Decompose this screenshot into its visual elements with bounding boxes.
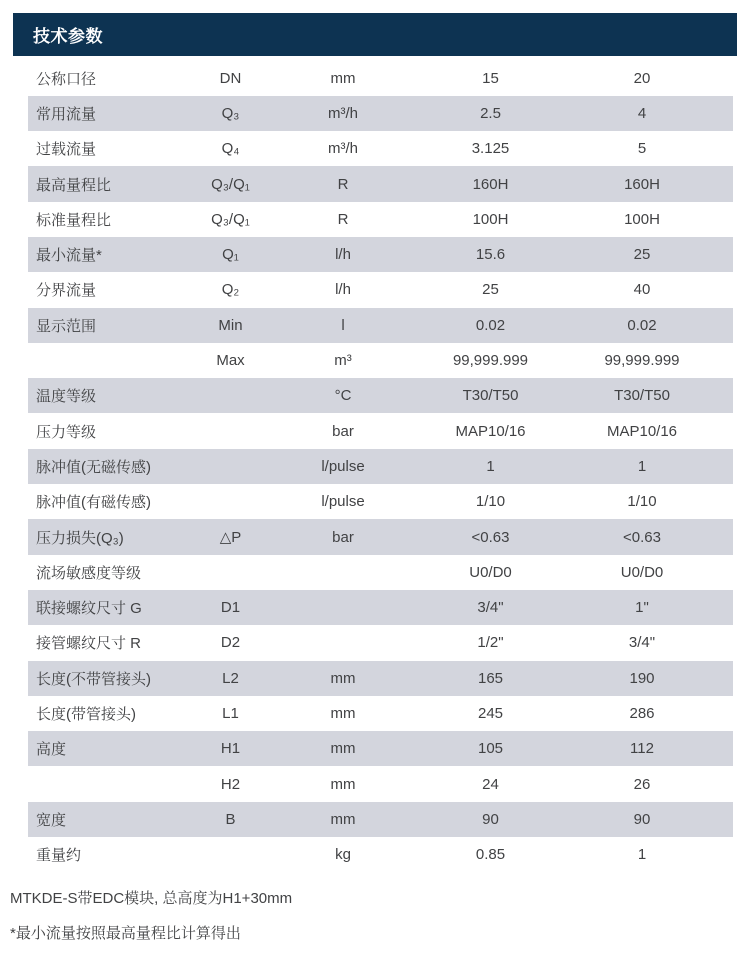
- dn15-value-cell: 90: [482, 810, 499, 828]
- dn15-value-cell: 105: [477, 740, 504, 758]
- table-row: [28, 590, 733, 625]
- symbol-cell: △P: [219, 529, 242, 546]
- dn15-value-cell: MAP10/16: [455, 422, 526, 440]
- dn20-value-cell: 286: [629, 704, 655, 722]
- unit-cell: l: [341, 316, 345, 334]
- footnotes: [10, 880, 754, 950]
- param-name-cell: 温度等级: [36, 388, 97, 406]
- param-name-cell: 脉冲值(有磁传感): [36, 494, 151, 512]
- dn20-value-cell: 40: [633, 281, 651, 299]
- dn15-value-cell: <0.63: [471, 528, 510, 546]
- unit-cell: R: [337, 175, 349, 193]
- unit-cell: l/pulse: [321, 493, 365, 511]
- dn20-value-cell: 190: [629, 669, 655, 687]
- symbol-cell: Q₄: [221, 140, 240, 158]
- param-name-cell: 分界流量: [36, 282, 97, 300]
- table-row: [28, 413, 733, 448]
- unit-cell: l/pulse: [321, 457, 365, 475]
- dn20-value-cell: 1": [635, 599, 649, 617]
- dn15-value-cell: 15: [482, 69, 499, 87]
- unit-cell: mm: [330, 810, 356, 828]
- dn15-value-cell: 245: [477, 704, 504, 722]
- table-row: [28, 378, 733, 413]
- dn15-value-cell: 3/4": [477, 599, 504, 617]
- dn20-value-cell: 90: [633, 810, 651, 828]
- unit-cell: l/h: [335, 281, 351, 299]
- dn15-value-cell: 0.02: [475, 316, 506, 334]
- unit-cell: kg: [335, 846, 351, 864]
- table-row: [28, 61, 733, 96]
- dn15-value-cell: U0/D0: [469, 563, 512, 581]
- dn15-value-cell: 99,999.999: [452, 352, 529, 370]
- dn15-value-cell: 1/10: [475, 493, 506, 511]
- table-row: [28, 484, 733, 519]
- unit-cell: m³/h: [328, 140, 358, 158]
- symbol-cell: B: [225, 810, 236, 828]
- symbol-cell: Min: [218, 316, 243, 334]
- param-name-cell: 流场敏感度等级: [36, 564, 142, 582]
- dn15-value-cell: 24: [482, 775, 499, 793]
- symbol-cell: D2: [220, 634, 241, 652]
- symbol-cell: L2: [222, 669, 239, 687]
- unit-cell: °C: [334, 387, 352, 405]
- dn20-value-cell: 26: [633, 775, 651, 793]
- param-name-cell: 最高量程比: [36, 176, 112, 194]
- param-name-cell: 高度: [36, 741, 67, 759]
- dn15-value-cell: 15.6: [475, 246, 506, 264]
- dn20-value-cell: <0.63: [623, 528, 661, 546]
- table-row: [28, 802, 733, 837]
- dn20-value-cell: 99,999.999: [604, 352, 680, 370]
- param-name-cell: 显示范围: [36, 317, 97, 335]
- symbol-cell: L1: [222, 704, 239, 722]
- table-row: [28, 96, 733, 131]
- param-name-cell: 公称口径: [36, 70, 97, 88]
- section-title: 技术参数: [33, 27, 103, 46]
- unit-cell: mm: [330, 775, 356, 793]
- param-name-cell: 压力损失(Q₃): [36, 529, 124, 547]
- param-name-cell: 联接螺纹尺寸 G: [36, 600, 142, 618]
- param-name-cell: 接管螺纹尺寸 R: [36, 635, 142, 653]
- symbol-cell: D1: [220, 599, 241, 617]
- symbol-cell: DN: [219, 69, 242, 87]
- table-row: [28, 237, 733, 272]
- table-row: [28, 449, 733, 484]
- symbol-cell: Q₃/Q₁: [211, 210, 250, 228]
- dn15-value-cell: 2.5: [480, 104, 501, 122]
- footnote-min-flow: *最小流量按照最高量程比计算得出: [10, 925, 241, 943]
- param-name-cell: 重量约: [36, 847, 82, 865]
- table-row: [28, 519, 733, 554]
- dn20-value-cell: 20: [633, 69, 651, 87]
- symbol-cell: H2: [220, 775, 241, 793]
- param-name-cell: 长度(带管接头): [36, 705, 136, 723]
- dn20-value-cell: MAP10/16: [606, 422, 678, 440]
- dn20-value-cell: T30/T50: [614, 387, 670, 405]
- dn15-value-cell: 100H: [472, 210, 509, 228]
- table-row: [28, 766, 733, 801]
- dn20-value-cell: 100H: [624, 210, 660, 228]
- unit-cell: bar: [332, 528, 354, 546]
- symbol-cell: Q₁: [222, 246, 239, 264]
- param-name-cell: 长度(不带管接头): [36, 670, 151, 688]
- param-name-cell: 最小流量*: [36, 247, 102, 265]
- dn20-value-cell: 5: [637, 140, 647, 158]
- table-row: [28, 696, 733, 731]
- param-name-cell: 标准量程比: [36, 211, 112, 229]
- unit-cell: mm: [330, 69, 356, 87]
- footnote-edc-module: MTKDE-S带EDC模块, 总高度为H1+30mm: [10, 890, 293, 908]
- table-row: [28, 837, 733, 872]
- dn15-value-cell: 160H: [472, 175, 509, 193]
- unit-cell: mm: [330, 740, 356, 758]
- table-row: [28, 625, 733, 660]
- datasheet-page: [0, 13, 754, 980]
- dn20-value-cell: 3/4": [628, 634, 656, 652]
- symbol-cell: Max: [216, 352, 245, 370]
- dn15-value-cell: 0.85: [475, 846, 506, 864]
- dn20-value-cell: 1/10: [627, 493, 657, 511]
- table-row: [28, 166, 733, 201]
- table-row: [28, 343, 733, 378]
- table-row: [28, 731, 733, 766]
- param-name-cell: 压力等级: [36, 423, 97, 441]
- section-header-bar: [13, 13, 737, 56]
- unit-cell: m³: [334, 352, 352, 370]
- table-row: [28, 308, 733, 343]
- dn15-value-cell: 1: [486, 457, 495, 475]
- unit-cell: l/h: [335, 246, 351, 264]
- symbol-cell: Q₃/Q₁: [211, 175, 250, 193]
- symbol-cell: H1: [220, 740, 241, 758]
- dn20-value-cell: 25: [633, 246, 651, 264]
- dn20-value-cell: 0.02: [627, 316, 657, 334]
- dn20-value-cell: 1: [637, 457, 647, 475]
- dn15-value-cell: 3.125: [471, 140, 510, 158]
- unit-cell: m³/h: [328, 104, 358, 122]
- table-row: [28, 272, 733, 307]
- dn15-value-cell: 165: [477, 669, 504, 687]
- dn20-value-cell: 1: [637, 846, 647, 864]
- dn15-value-cell: T30/T50: [462, 387, 519, 405]
- dn20-value-cell: 112: [630, 740, 654, 758]
- param-name-cell: 常用流量: [36, 105, 97, 123]
- dn20-value-cell: 4: [637, 104, 647, 122]
- unit-cell: mm: [330, 704, 356, 722]
- param-name-cell: 过载流量: [36, 141, 97, 159]
- table-row: [28, 555, 733, 590]
- symbol-cell: Q₂: [221, 281, 240, 299]
- dn15-value-cell: 25: [482, 281, 499, 299]
- dn20-value-cell: 160H: [624, 175, 660, 193]
- param-name-cell: 宽度: [36, 811, 67, 829]
- dn15-value-cell: 1/2": [477, 634, 504, 652]
- table-row: [28, 202, 733, 237]
- table-row: [28, 661, 733, 696]
- dn20-value-cell: U0/D0: [620, 563, 664, 581]
- unit-cell: bar: [332, 422, 354, 440]
- param-name-cell: 脉冲值(无磁传感): [36, 458, 151, 476]
- symbol-cell: Q₃: [221, 104, 240, 122]
- table-row: [28, 131, 733, 166]
- spec-table: [28, 61, 733, 873]
- unit-cell: mm: [330, 669, 356, 687]
- unit-cell: R: [337, 210, 349, 228]
